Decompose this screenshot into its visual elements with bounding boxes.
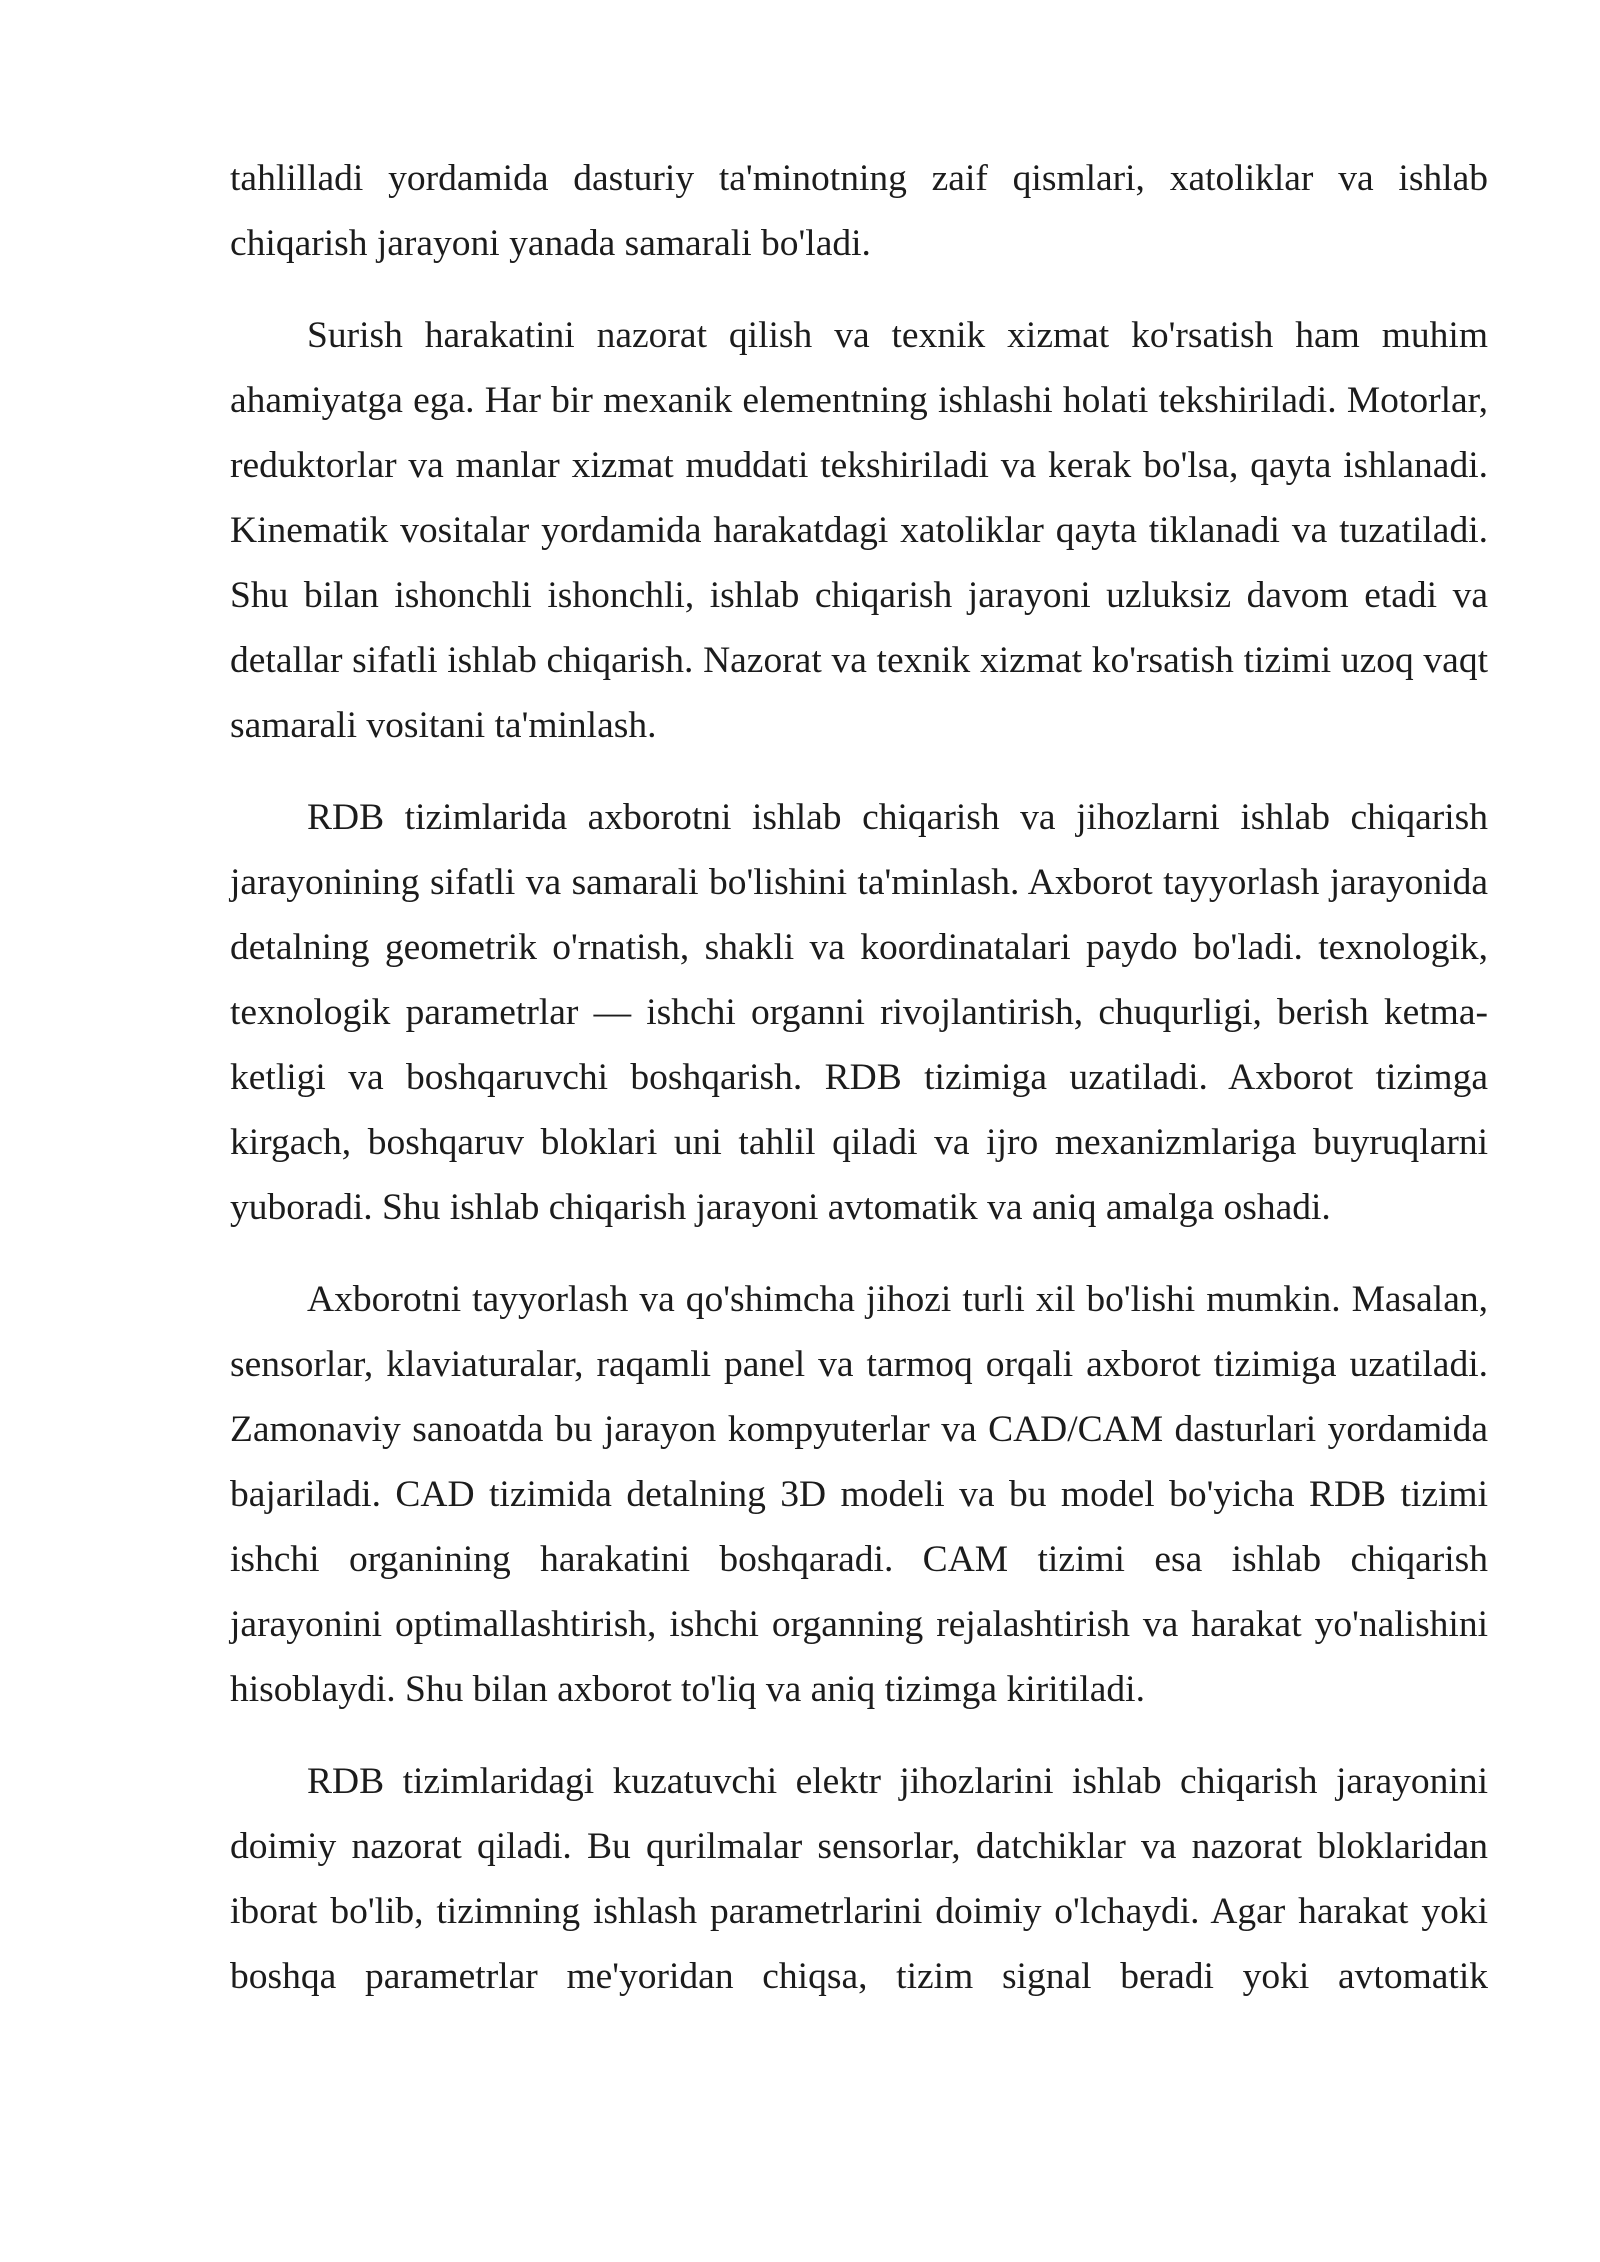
paragraph-2: Surish harakatini nazorat qilish va texnik xizmat ko'rsatish ham muhim ahamiyatga ega. Har bir mexanik elementning ishlashi holati tekshiriladi. Motorlar, reduktorlar va manlar xizmat muddati tekshiriladi va kerak bo'lsa, qayta ishlanadi. Kinematik vositalar yordamida harakatdagi xatoliklar qayta tiklanadi va tuzatiladi. Shu bilan ishonchli ishonchli, ishlab chiqarish jarayoni uzluksiz davom etadi va detallar sifatli ishlab chiqarish. Nazorat va texnik xizmat ko'rsatish tizimi uzoq vaqt samarali vositani ta'minlash. bbox=[230, 315, 1488, 746]
paragraph-4: Axborotni tayyorlash va qo'shimcha jihozi turli xil bo'lishi mumkin. Masalan, sensorlar, klaviaturalar, raqamli panel va tarmoq orqali axborot tizimiga uzatiladi. Zamonaviy sanoatda bu jarayon kompyuterlar va CAD/CAM dasturlari yordamida bajariladi. CAD tizimida detalning 3D modeli va bu model bo'yicha RDB tizimi ishchi organining harakatini boshqaradi. CAM tizimi esa ishlab chiqarish jarayonini optimallashtirish, ishchi organning rejalashtirish va harakat yo'nalishini hisoblaydi. Shu bilan axborot to'liq va aniq tizimga kiritiladi. bbox=[230, 1279, 1488, 1710]
document-body bbox=[230, 146, 1488, 2009]
paragraph-3: RDB tizimlarida axborotni ishlab chiqarish va jihozlarni ishlab chiqarish jarayonining sifatli va samarali bo'lishini ta'minlash. Axborot tayyorlash jarayonida detalning geometrik o'rnatish, shakli va koordinatalari paydo bo'ladi. texnologik, texnologik parametrlar — ishchi organni rivojlantirish, chuqurligi, berish ketma-ketligi va boshqaruvchi boshqarish. RDB tizimiga uzatiladi. Axborot tizimga kirgach, boshqaruv bloklari uni tahlil qiladi va ijro mexanizmlariga buyruqlarni yuboradi. Shu ishlab chiqarish jarayoni avtomatik va aniq amalga oshadi. bbox=[230, 797, 1488, 1228]
paragraph-5: RDB tizimlaridagi kuzatuvchi elektr jihozlarini ishlab chiqarish jarayonini doimiy nazorat qiladi. Bu qurilmalar sensorlar, datchiklar va nazorat bloklaridan iborat bo'lib, tizimning ishlash parametrlarini doimiy o'lchaydi. Agar harakat yoki boshqa parametrlar me'yoridan chiqsa, tizim signal beradi yoki avtomatik bbox=[230, 1761, 1488, 1997]
paragraph-1: tahlilladi yordamida dasturiy ta'minotning zaif qismlari, xatoliklar va ishlab chiqarish jarayoni yanada samarali bo'ladi. bbox=[230, 158, 1488, 264]
